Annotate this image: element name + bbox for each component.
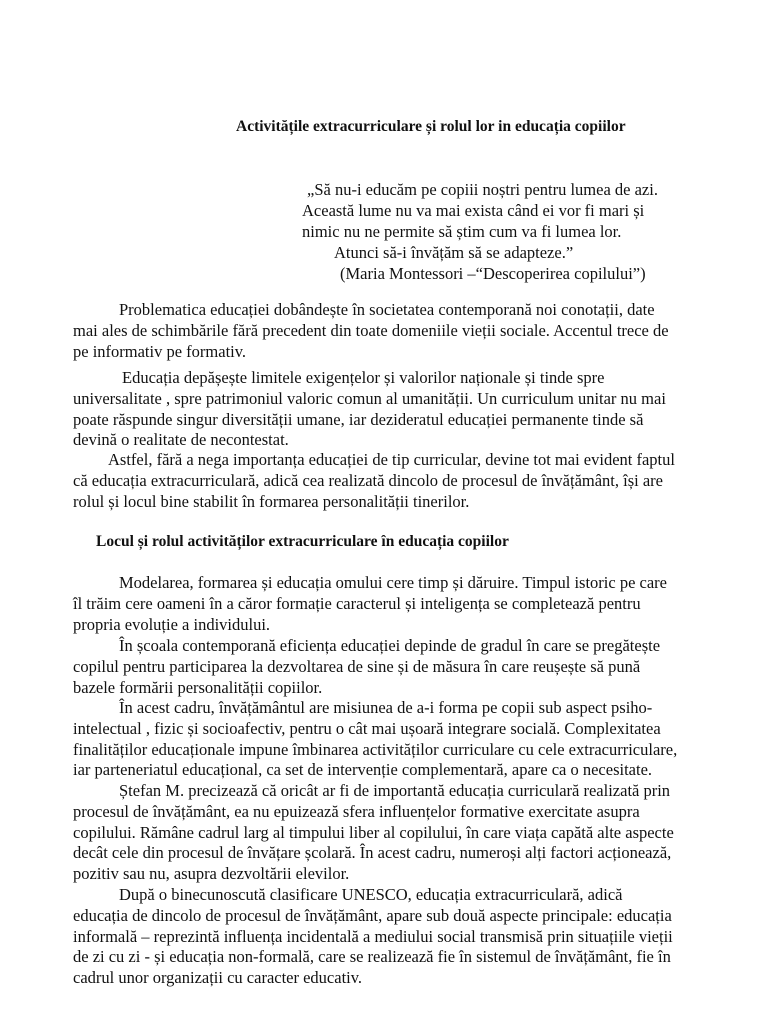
section-paragraph <box>73 885 765 989</box>
text-line: iar parteneriatul educațional, ca set de intervenție complementară, apare ca o necesitate. <box>73 760 653 780</box>
text-line: finalităților educaționale impune îmbinarea activităților curriculare cu cele extracurriculare, <box>73 739 678 759</box>
text-line: copilului. Rămâne cadrul larg al timpului liber al copilului, în care viața capătă alte aspecte <box>73 822 674 842</box>
epigraph-attribution: (Maria Montessori –“Descoperirea copilului”) <box>340 264 646 283</box>
epigraph-line: nimic nu ne permite să știm cum va fi lumea lor. <box>302 222 622 241</box>
text-line: pe informativ pe formativ. <box>73 341 247 361</box>
text-line: educația de dincolo de procesul de învățământ, apare sub două aspecte principale: educația <box>73 905 672 925</box>
text-line: de zi cu zi - și educația non-formală, care se realizează fie în sistemul de învățământ, fie în <box>73 947 671 967</box>
text-line: propria evoluție a individului. <box>73 614 271 634</box>
section-paragraph <box>73 636 765 698</box>
document-title: Activitățile extracurriculare și rolul lor in educația copiilor <box>236 118 626 135</box>
text-line: decât cele din procesul de învățare școlară. În acest cadru, numeroși alți factori acționează, <box>73 843 672 863</box>
text-line: informală – reprezintă influența incidentală a mediului social transmisă prin situațiile vieții <box>73 926 673 946</box>
text-line: că educația extracurriculară, adică cea realizată dincolo de procesul de învățământ, își are <box>73 470 663 490</box>
section-paragraph <box>73 781 765 885</box>
text-line: universalitate , spre patrimoniul valoric comun al umanității. Un curriculum unitar nu mai <box>73 388 666 408</box>
section-paragraph <box>73 698 765 781</box>
text-line: După o binecunoscută clasificare UNESCO, educația extracurriculară, adică <box>119 885 623 904</box>
text-line: Problematica educației dobândește în societatea contemporană noi conotații, date <box>119 300 655 319</box>
text-line: În acest cadru, învățământul are misiunea de a-i forma pe copii sub aspect psiho- <box>119 698 653 717</box>
intro-paragraph <box>73 450 765 512</box>
epigraph-quote <box>302 179 658 284</box>
text-line: bazele formării personalității copiilor. <box>73 677 323 697</box>
text-line: mai ales de schimbările fără precedent din toate domeniile vieții sociale. Accentul trece de <box>73 320 669 340</box>
epigraph-line: Această lume nu va mai exista când ei vor fi mari și <box>302 201 645 220</box>
text-line: În școala contemporană eficiența educației depinde de gradul în care se pregătește <box>119 636 661 655</box>
text-line: îl trăim cere oameni în a căror formație caracterul și inteligența se completează pentru <box>73 593 641 613</box>
text-line: pozitiv sau nu, asupra dezvoltării elevilor. <box>73 864 350 884</box>
intro-paragraph <box>73 368 765 451</box>
section-paragraph <box>73 573 765 635</box>
epigraph-line: Atunci să-i învățăm să se adapteze.” <box>334 243 574 262</box>
text-line: cadrul unor organizații cu caracter educativ. <box>73 968 363 988</box>
text-line: Astfel, fără a nega importanța educației de tip curricular, devine tot mai evident faptul <box>108 450 675 469</box>
text-line: devină o realitate de necontestat. <box>73 430 289 450</box>
intro-paragraph <box>73 300 765 362</box>
text-line: intelectual , fizic și socioafectiv, pentru o cât mai ușoară integrare socială. Complexitatea <box>73 718 661 738</box>
text-line: poate răspunde singur diversității umane, iar dezideratul educației permanente tinde să <box>73 409 644 429</box>
text-line: Educația depășește limitele exigențelor și valorilor naționale și tinde spre <box>122 368 605 387</box>
text-line: procesul de învățământ, ea nu epuizează sfera influențelor formative exercitate asupra <box>73 801 640 821</box>
text-line: Modelarea, formarea și educația omului cere timp și dăruire. Timpul istoric pe care <box>119 573 667 592</box>
text-line: copilul pentru participarea la dezvoltarea de sine și de măsura în care reușește să pună <box>73 656 641 676</box>
section-title: Locul și rolul activităților extracurriculare în educația copiilor <box>96 533 509 550</box>
epigraph-line: „Să nu-i educăm pe copiii noștri pentru lumea de azi. <box>307 180 658 199</box>
text-line: rolul și locul bine stabilit în formarea personalității tinerilor. <box>73 491 470 511</box>
text-line: Ștefan M. precizează că oricât ar fi de importantă educația curriculară realizată prin <box>119 781 671 800</box>
